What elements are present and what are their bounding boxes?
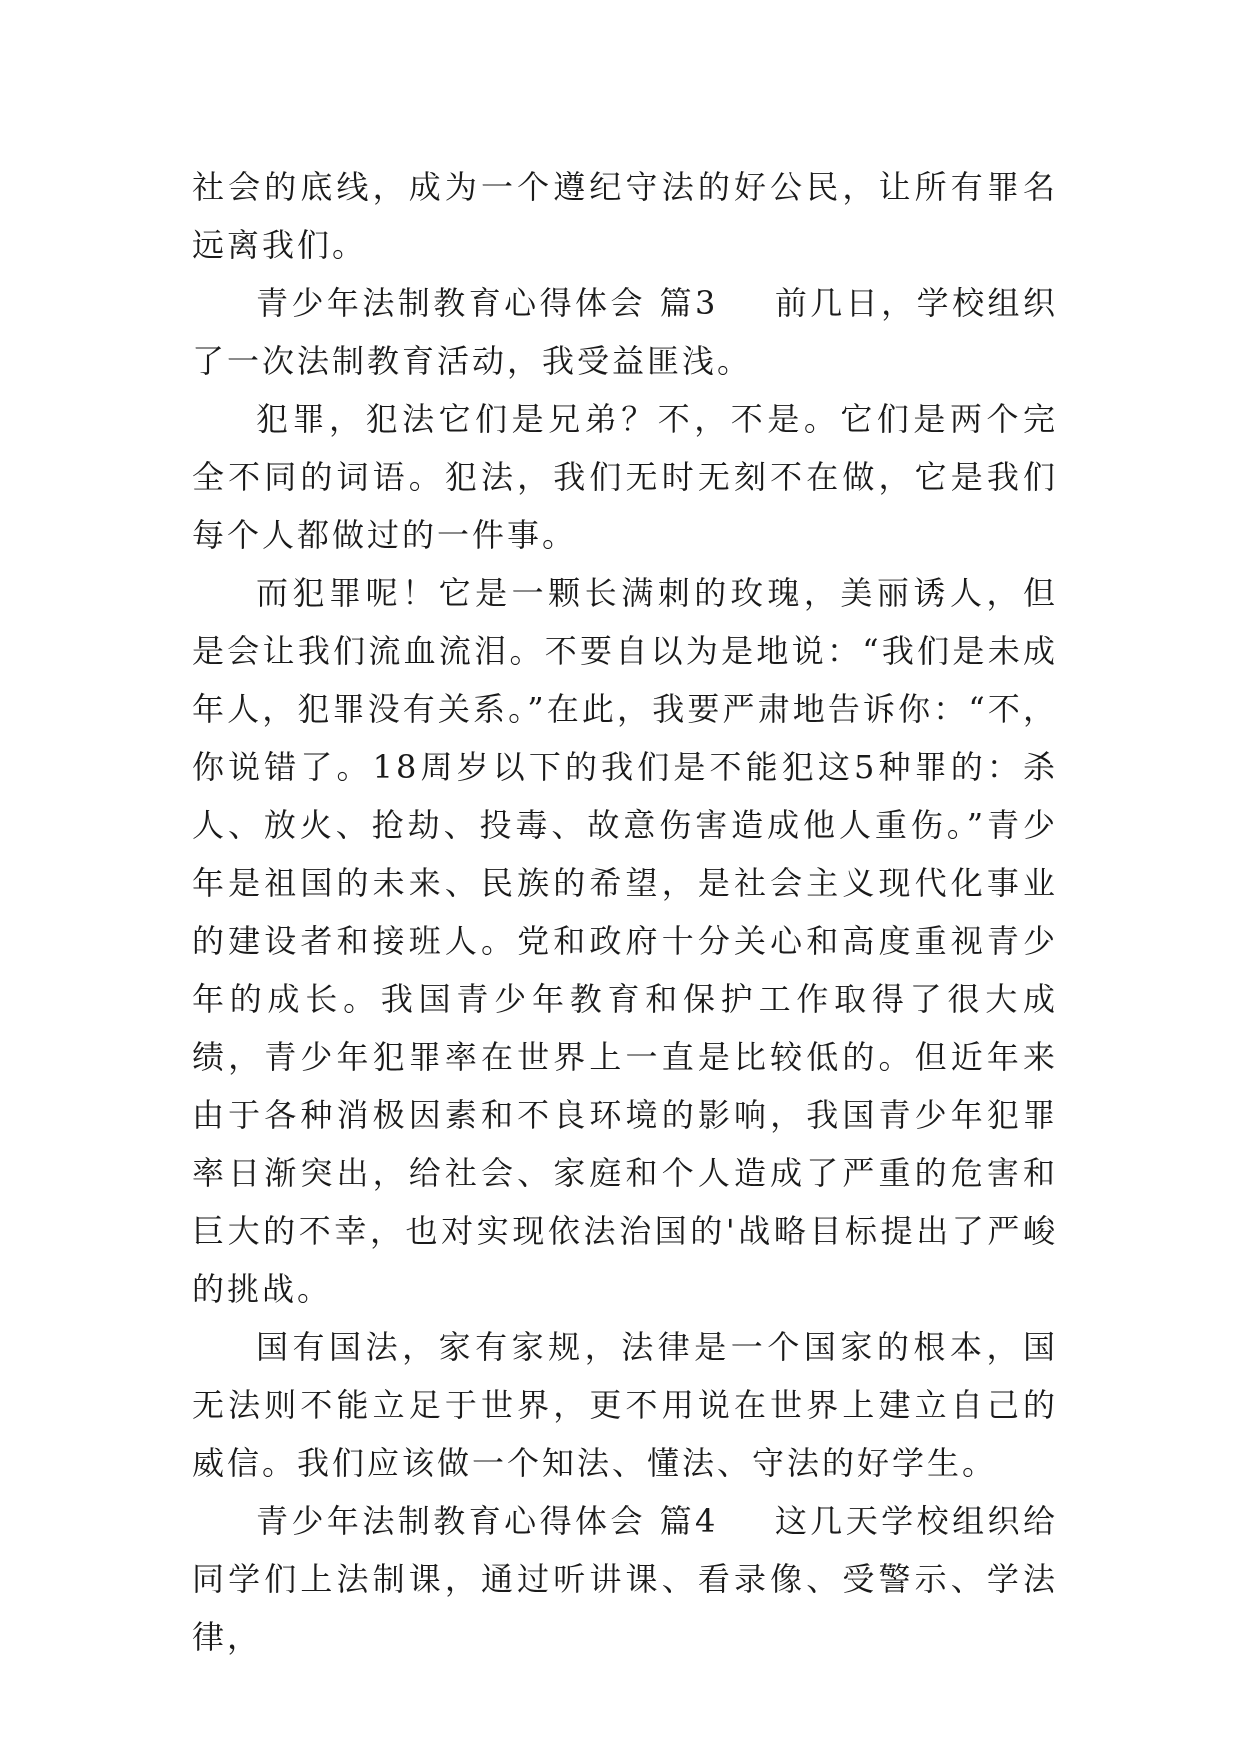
paragraph-text: 这几天学校组织给同学们上法制课，通过听讲课、看录像、受警示、学法律， <box>192 1502 1058 1656</box>
paragraph-section-4 <box>192 1492 1058 1666</box>
section-heading: 青少年法制教育心得体会 篇3 <box>256 284 719 322</box>
paragraph <box>192 564 1058 1318</box>
paragraph-text: 国有国法，家有家规，法律是一个国家的根本，国无法则不能立足于世界，更不用说在世界上建立自己的威信。我们应该做一个知法、懂法、守法的好学生。 <box>192 1328 1058 1482</box>
paragraph-section-3 <box>192 274 1058 390</box>
section-heading: 青少年法制教育心得体会 篇4 <box>256 1502 719 1540</box>
paragraph-text: 前几日，学校组织了一次法制教育活动，我受益匪浅。 <box>192 284 1058 380</box>
document-body <box>192 158 1058 1666</box>
paragraph-text: 而犯罪呢！它是一颗长满刺的玫瑰，美丽诱人，但是会让我们流血流泪。不要自以为是地说：“我们是未成年人，犯罪没有关系。”在此，我要严肃地告诉你：“不，你说错了。18周岁以下的我们是不能犯这5种罪的：杀人、放火、抢劫、投毒、故意伤害造成他人重伤。”青少年是祖国的未来、民族的希望，是社会主义现代化事业的建设者和接班人。党和政府十分关心和高度重视青少年的成长。我国青少年教育和保护工作取得了很大成绩，青少年犯罪率在世界上一直是比较低的。但近年来由于各种消极因素和不良环境的影响，我国青少年犯罪率日渐突出，给社会、家庭和个人造成了严重的危害和巨大的不幸，也对实现依法治国的'战略目标提出了严峻的挑战。 <box>192 574 1058 1308</box>
paragraph <box>192 1318 1058 1492</box>
paragraph-continued <box>192 158 1058 274</box>
paragraph-text: 犯罪，犯法它们是兄弟？不，不是。它们是两个完全不同的词语。犯法，我们无时无刻不在做，它是我们每个人都做过的一件事。 <box>192 400 1058 554</box>
paragraph-text: 社会的底线，成为一个遵纪守法的好公民，让所有罪名远离我们。 <box>192 168 1058 264</box>
paragraph <box>192 390 1058 564</box>
